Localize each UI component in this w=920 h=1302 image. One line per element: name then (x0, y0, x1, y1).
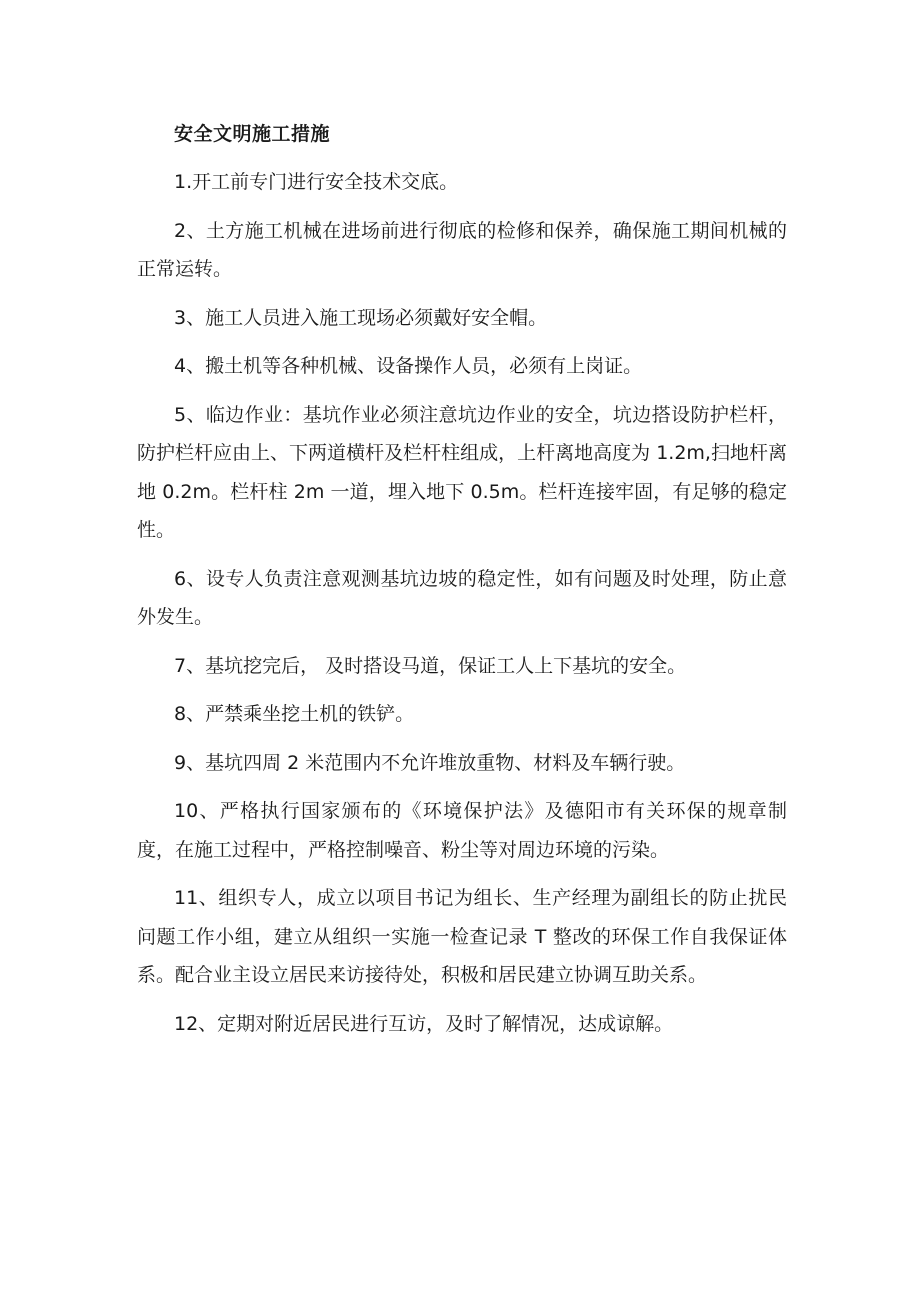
paragraph-2: 2、土方施工机械在进场前进行彻底的检修和保养，确保施工期间机械的正常运转。 (137, 219, 787, 280)
paragraph-5: 5、临边作业：基坑作业必须注意坑边作业的安全，坑边搭设防护栏杆，防护栏杆应由上、下两道横杆及栏杆柱组成，上杆离地高度为 1.2m,扫地杆离地 0.2m。栏杆柱 2m 一道，埋入地下 0.5m。栏杆连接牢固，有足够的稳定性。 (137, 403, 787, 541)
paragraph-3: 3、施工人员进入施工现场必须戴好安全帽。 (174, 306, 548, 329)
paragraph-11: 11、组织专人，成立以项目书记为组长、生产经理为副组长的防止扰民问题工作小组，建立从组织一实施一检查记录 T 整改的环保工作自我保证体系。配合业主设立居民来访接待处，积极和居民建立协调互助关系。 (137, 887, 787, 986)
paragraph-1: 1.开工前专门进行安全技术交底。 (174, 171, 459, 193)
paragraph-7: 7、基坑挖完后， 及时搭设马道，保证工人上下基坑的安全。 (174, 654, 687, 677)
paragraph-6: 6、设专人负责注意观测基坑边坡的稳定性，如有问题及时处理，防止意外发生。 (137, 567, 787, 628)
paragraph-4: 4、搬土机等各种机械、设备操作人员，必须有上岗证。 (174, 355, 643, 377)
paragraph-12: 12、定期对附近居民进行互访，及时了解情况，达成谅解。 (174, 1012, 674, 1035)
document-page (137, 115, 787, 1043)
paragraph-9: 9、基坑四周 2 米范围内不允许堆放重物、材料及车辆行驶。 (174, 751, 686, 774)
paragraph-10: 10、严格执行国家颁布的《环境保护法》及德阳市有关环保的规章制度，在施工过程中，严格控制噪音、粉尘等对周边环境的污染。 (137, 800, 787, 861)
document-title: 安全文明施工措施 (174, 123, 331, 145)
paragraph-8: 8、严禁乘坐挖土机的铁铲。 (174, 703, 415, 725)
